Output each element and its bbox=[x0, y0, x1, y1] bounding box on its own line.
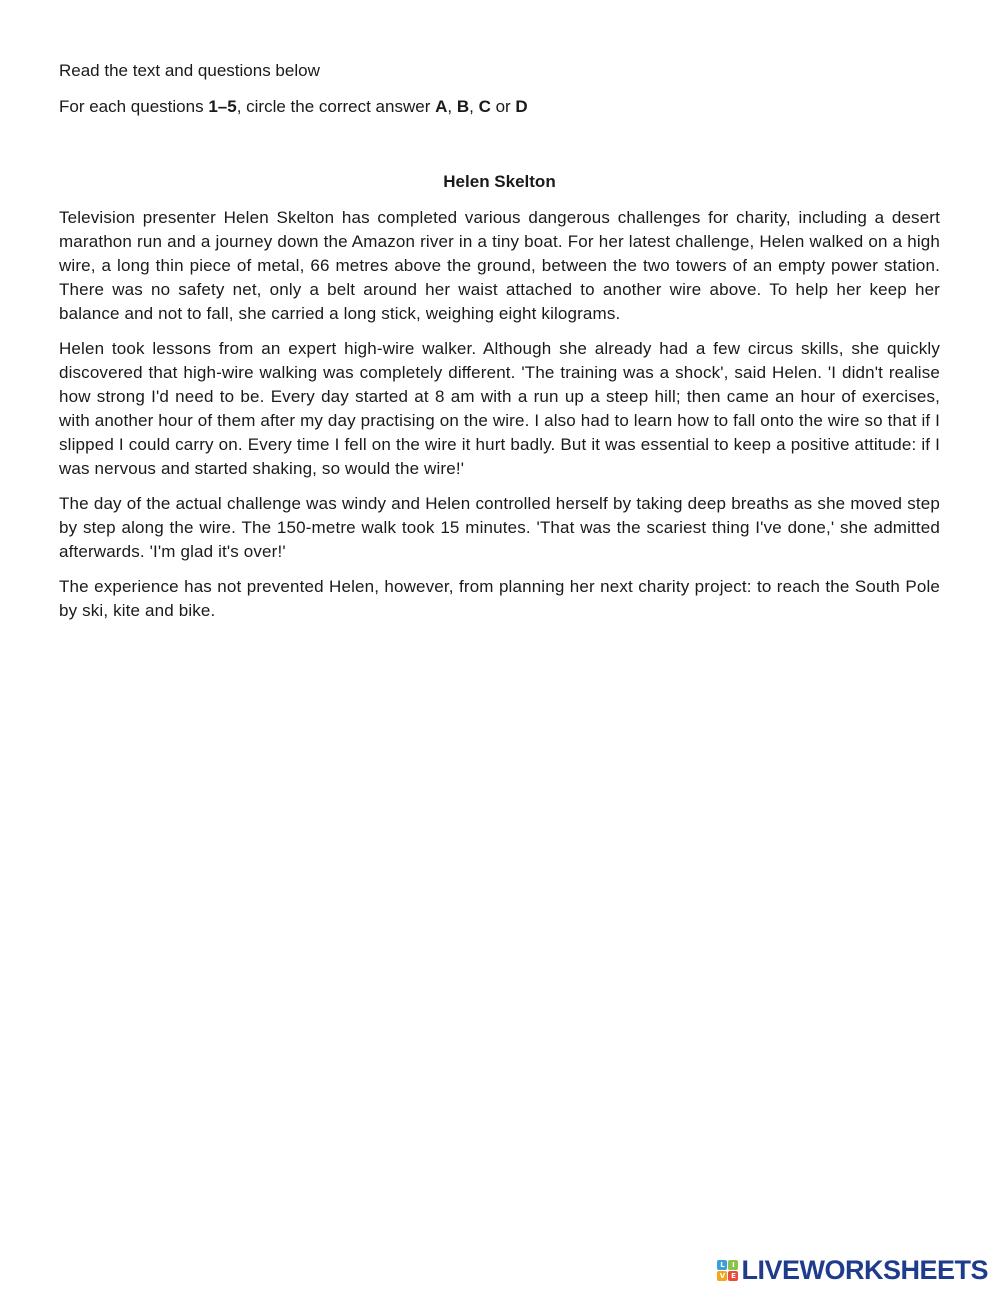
logo-square-e: E bbox=[728, 1271, 738, 1281]
instruction-middle: , circle the correct answer bbox=[236, 97, 436, 116]
liveworksheets-logo bbox=[717, 1253, 988, 1287]
option-c: C bbox=[478, 97, 491, 116]
logo-square-v: V bbox=[717, 1271, 727, 1281]
or-word: or bbox=[490, 97, 516, 116]
logo-square-l: L bbox=[717, 1260, 727, 1270]
separator: , bbox=[469, 97, 479, 116]
article-paragraph-4: The experience has not prevented Helen, however, from planning her next charity project: to reach the South Pole by ski, kite and bike. bbox=[59, 577, 940, 620]
logo-text: LIVEWORKSHEETS bbox=[741, 1254, 988, 1285]
option-a: A bbox=[435, 97, 448, 116]
instruction-prefix: For each questions bbox=[59, 97, 209, 116]
reading-article bbox=[59, 171, 940, 634]
instruction-line-1: Read the text and questions below bbox=[59, 61, 320, 80]
question-range: 1–5 bbox=[208, 97, 237, 116]
article-paragraph-1: Television presenter Helen Skelton has completed various dangerous challenges for charity, including a desert marathon run and a journey down the Amazon river in a tiny boat. For her latest challenge, Helen walked on a high wire, a long thin piece of metal, 66 metres above the ground, between the two towers of an empty power station. There was no safety net, only a belt around her waist attached to another wire above. To help her keep her balance and not to fall, she carried a long stick, weighing eight kilograms. bbox=[59, 208, 940, 323]
option-d: D bbox=[515, 97, 528, 116]
article-paragraph-3: The day of the actual challenge was windy and Helen controlled herself by taking deep breaths as she moved step by step along the wire. The 150-metre walk took 15 minutes. 'That was the scariest thing I've done,' she admitted afterwards. 'I'm glad it's over!' bbox=[59, 494, 940, 561]
option-b: B bbox=[456, 97, 470, 116]
article-title: Helen Skelton bbox=[443, 172, 556, 191]
article-paragraph-2: Helen took lessons from an expert high-wire walker. Although she already had a few circus skills, she quickly discovered that high-wire walking was completely different. 'The training was a shock', said Helen. 'I didn't realise how strong I'd need to be. Every day started at 8 am with a run up a steep hill; then came an hour of exercises, with another hour of them after my day practising on the wire. I also had to learn how to fall onto the wire so that if I slipped I could carry on. Every time I fell on the wire it hurt badly. But it was essential to keep a positive attitude: if I was nervous and started shaking, so would the wire!' bbox=[59, 339, 940, 478]
instructions bbox=[59, 60, 940, 132]
liveworksheets-logo-icon bbox=[717, 1260, 738, 1281]
instruction-line-2 bbox=[59, 96, 940, 118]
logo-square-i: I bbox=[728, 1260, 738, 1270]
separator: , bbox=[447, 97, 457, 116]
